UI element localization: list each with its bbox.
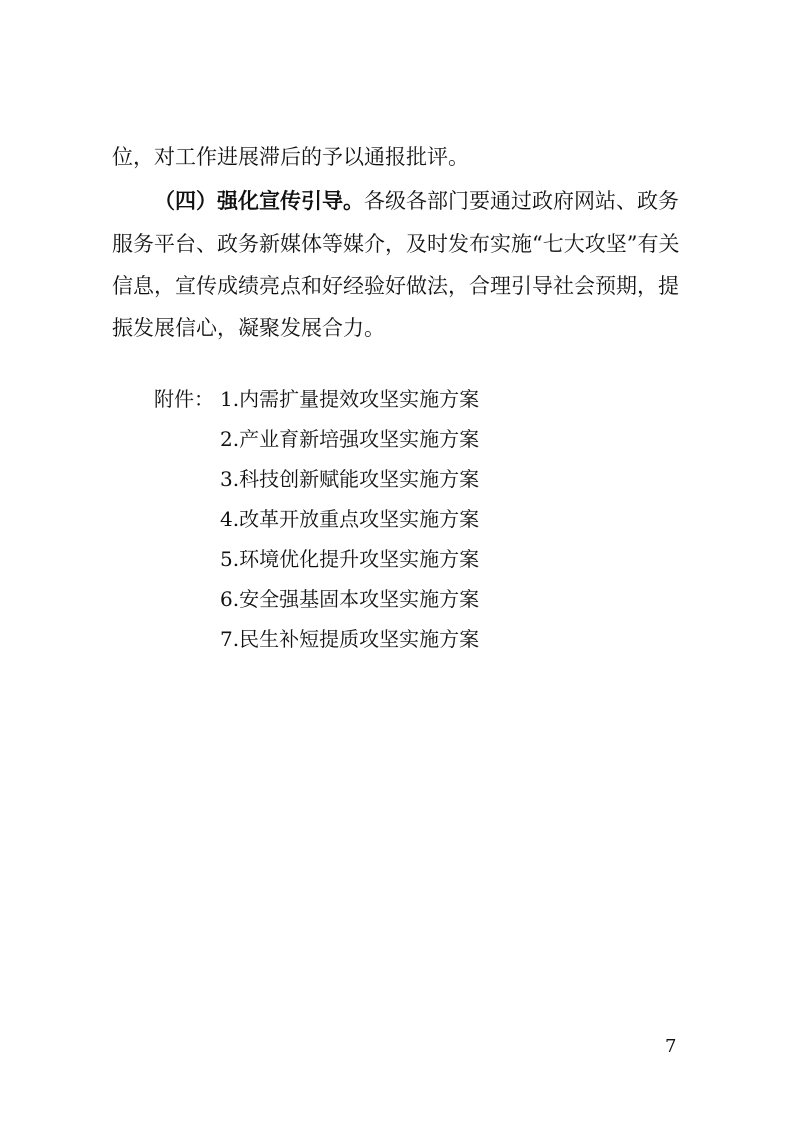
attachment-item-7: 7.民生补短提质攻坚实施方案 [220,627,480,651]
section-4-line-2: 服务平台、政务新媒体等媒介，及时发布实施“七大攻坚”有关 [112,232,680,256]
section-4-first-line [154,186,682,216]
page-number: 7 [665,1036,677,1057]
section-4-line-4: 振发展信心，凝聚发展合力。 [112,316,385,340]
section-4-heading: （四）强化宣传引导。 [154,188,364,213]
attachment-item-2: 2.产业育新培强攻坚实施方案 [220,427,480,451]
attachment-label: 附件： [154,387,214,411]
section-4-text-start: 各级各部门要通过政府网站、政务 [364,189,679,213]
attachment-item-4: 4.改革开放重点攻坚实施方案 [220,507,480,531]
attachment-item-5: 5.环境优化提升攻坚实施方案 [220,547,480,571]
section-4-line-3: 信息，宣传成绩亮点和好经验好做法，合理引导社会预期，提 [112,274,679,298]
attachment-item-3: 3.科技创新赋能攻坚实施方案 [220,467,480,491]
body-line-continuation: 位，对工作进展滞后的予以通报批评。 [112,145,469,169]
attachment-item-1: 1.内需扩量提效攻坚实施方案 [220,387,480,411]
attachment-item-6: 6.安全强基固本攻坚实施方案 [220,587,480,611]
